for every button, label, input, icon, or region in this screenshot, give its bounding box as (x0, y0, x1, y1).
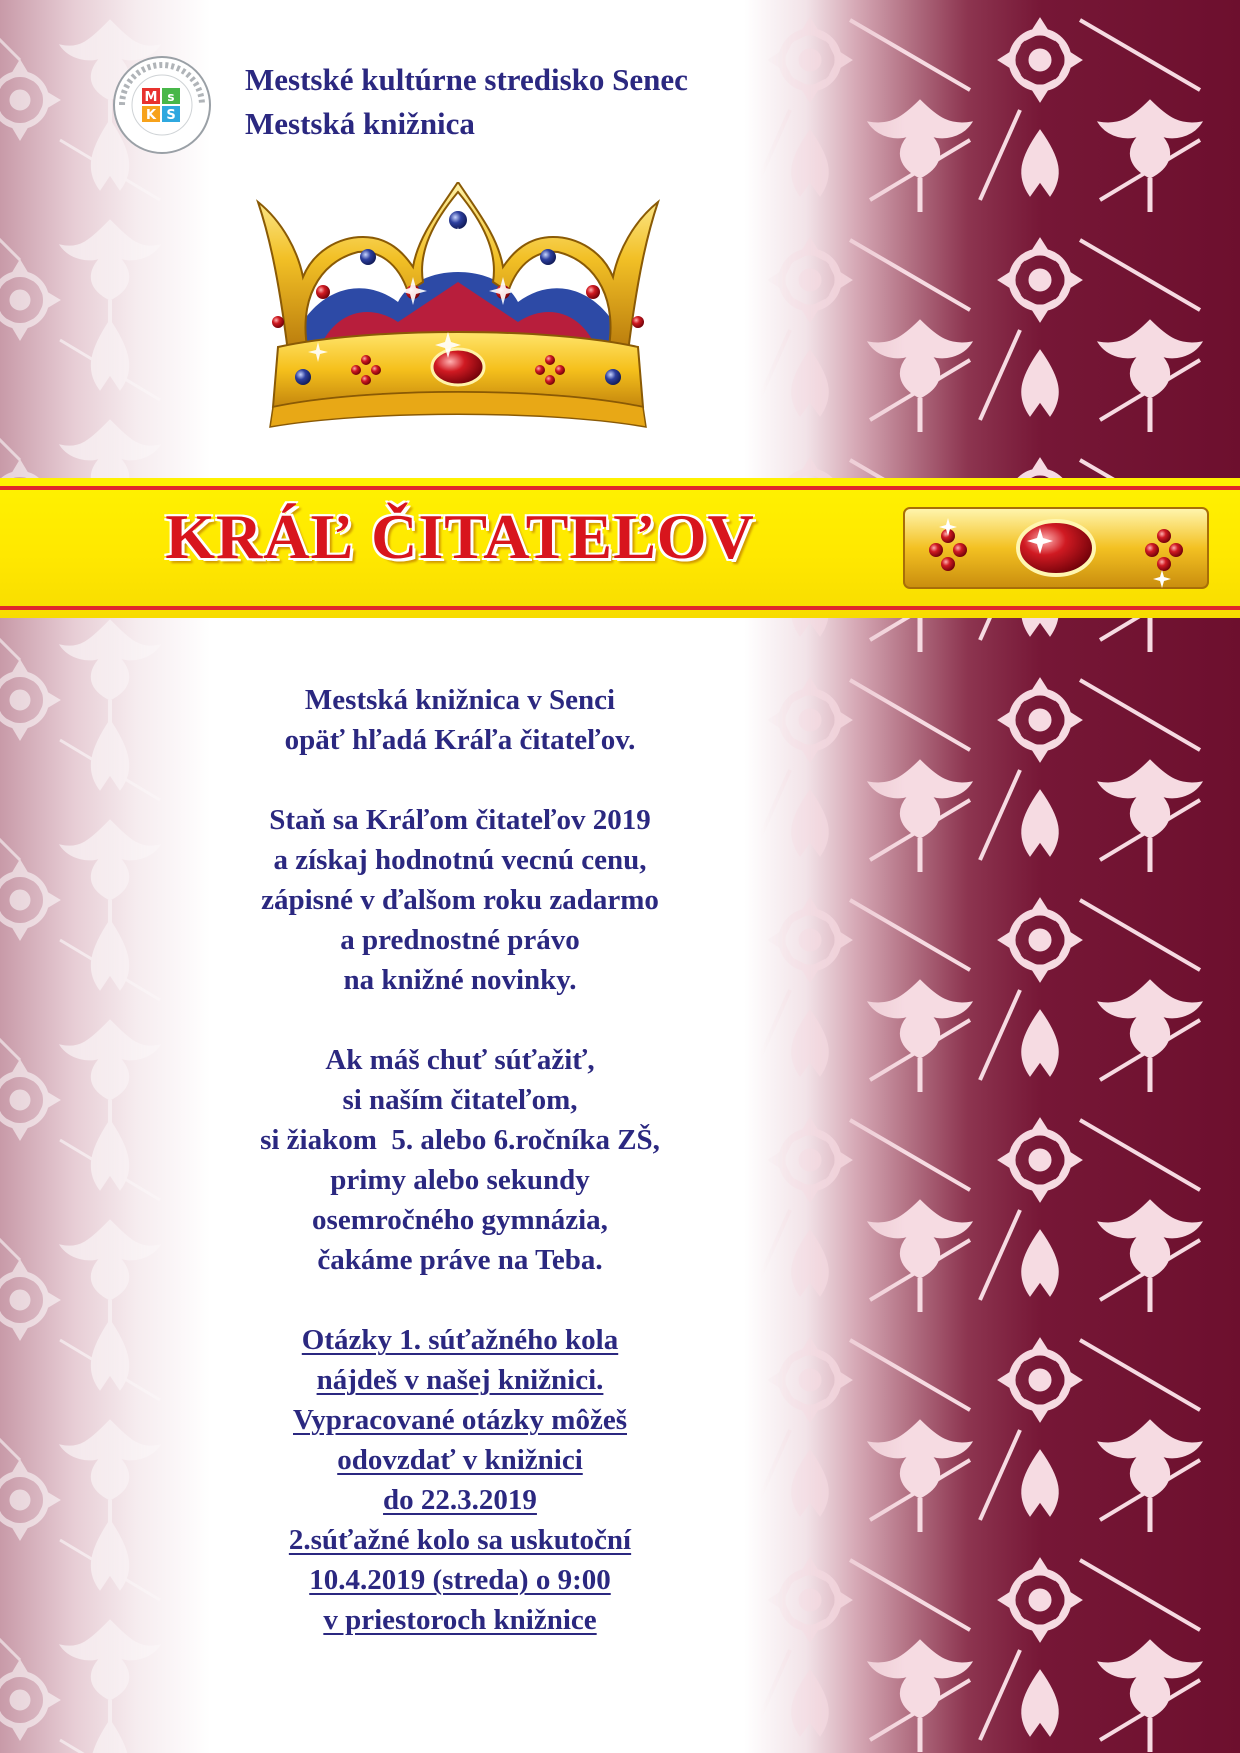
svg-text:M: M (144, 90, 158, 105)
rules-text: nájdeš v našej knižnici. (316, 1364, 604, 1396)
title-banner (0, 478, 1240, 618)
svg-text:K: K (145, 108, 157, 123)
rules-text: do 22.3.2019 (383, 1484, 537, 1516)
rules-line (160, 1440, 760, 1480)
eligibility-line: osemročného gymnázia, (312, 1204, 608, 1236)
crown-band-icon (900, 498, 1212, 598)
rules-text: v priestoroch knižnice (323, 1604, 597, 1636)
eligibility-line: čakáme práve na Teba. (317, 1244, 603, 1276)
organization-name: Mestské kultúrne stredisko Senec (245, 62, 688, 97)
rules-text: Vypracované otázky môžeš (293, 1404, 627, 1436)
floral-pattern-right-icon (760, 0, 1240, 1753)
rules-text: odovzdať v knižnici (337, 1444, 583, 1476)
eligibility-line: Ak máš chuť súťažiť, (325, 1044, 595, 1076)
prize-line: na knižné novinky. (343, 964, 577, 996)
rules-line (160, 1480, 760, 1520)
rules-text: Otázky 1. súťažného kola (301, 1324, 619, 1356)
rules-line (160, 1600, 760, 1640)
eligibility-line: si žiakom 5. alebo 6.ročníka ZŠ, (260, 1124, 660, 1156)
intro-line: Mestská knižnica v Senci (304, 684, 616, 716)
banner-title: KRÁĽ ČITATEĽOV (165, 501, 755, 572)
svg-text:S: S (166, 108, 176, 123)
rules-line (160, 1360, 760, 1400)
prize-line: a prednostné právo (340, 924, 580, 956)
eligibility-line: primy alebo sekundy (330, 1164, 590, 1196)
rules-line (160, 1320, 760, 1360)
prize-line: a získaj hodnotnú vecnú cenu, (273, 844, 647, 876)
intro-line: opäť hľadá Kráľa čitateľov. (284, 724, 636, 756)
rules-text: 2.súťažné kolo sa uskutoční (288, 1524, 632, 1556)
prize-line: zápisné v ďalšom roku zadarmo (261, 884, 659, 916)
rules-line (160, 1520, 760, 1560)
department-name: Mestská knižnica (245, 106, 475, 141)
rules-text: 10.4.2019 (streda) o 9:00 (309, 1564, 611, 1596)
svg-text:s: s (167, 90, 175, 104)
announcement-text (160, 680, 760, 1640)
msks-logo-icon (112, 55, 212, 155)
prize-line: Staň sa Kráľom čitateľov 2019 (269, 804, 651, 836)
rules-line (160, 1400, 760, 1440)
rules-line (160, 1560, 760, 1600)
crown-icon (248, 182, 668, 462)
eligibility-line: si naším čitateľom, (342, 1084, 578, 1116)
